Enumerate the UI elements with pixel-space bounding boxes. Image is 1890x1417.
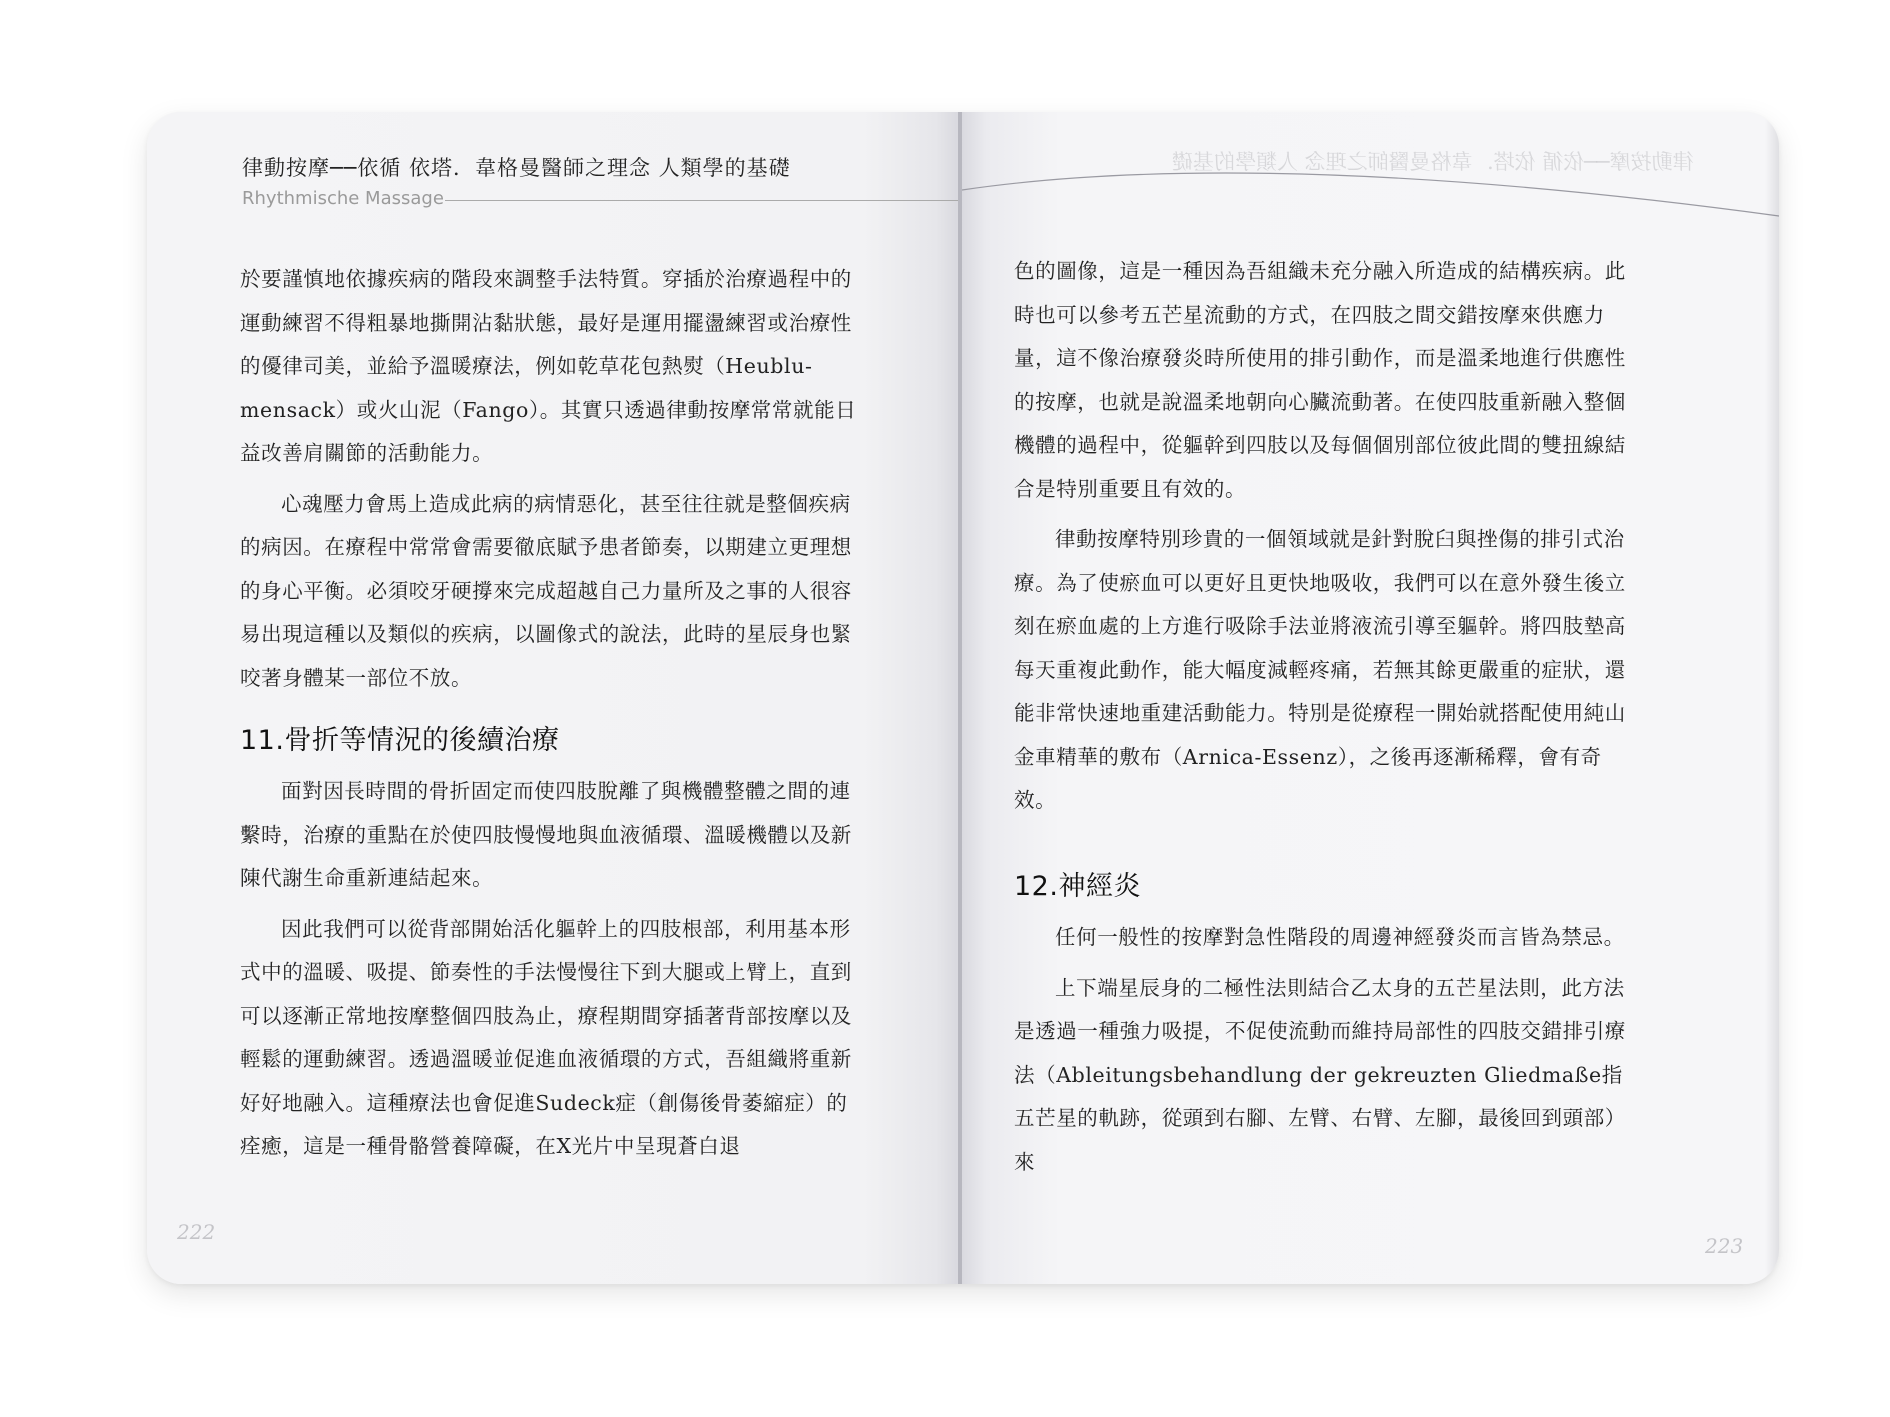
- running-header-subtitle: Rhythmische Massage: [242, 188, 444, 209]
- running-header-title: 律動按摩──依循 依塔．韋格曼醫師之理念 人類學的基礎: [242, 156, 791, 180]
- page-number: 222: [177, 1220, 216, 1244]
- section-heading: 11.骨折等情況的後續治療: [240, 725, 560, 756]
- right-text-block: [1014, 250, 1636, 823]
- header-rule: [445, 200, 960, 201]
- open-book: [147, 112, 1779, 1284]
- left-text-block: [240, 258, 862, 700]
- paragraph: 上下端星辰身的二極性法則結合乙太身的五芒星法則，此方法是透過一種強力吸提，不促使流動而維持局部性的四肢交錯排引療法（Ableitungsbehandlung der gekreuzten Gliedmaße指五芒星的軌跡，從頭到右腳、左臂、右臂、左腳，最後回到頭部）來: [1014, 975, 1626, 1174]
- paragraph: 律動按摩特別珍貴的一個領域就是針對脫臼與挫傷的排引式治療。為了使瘀血可以更好且更快地吸收，我們可以在意外發生後立刻在瘀血處的上方進行吸除手法並將液流引導至軀幹。將四肢墊高每天重複此動作，能大幅度減輕疼痛，若無其餘更嚴重的症狀，還能非常快速地重建活動能力。特別是從療程一開始就搭配使用純山金車精華的敷布（Arnica-Essenz），之後再逐漸稀釋，會有奇效。: [1014, 527, 1626, 812]
- right-page: [962, 112, 1779, 1284]
- section-heading: 12.神經炎: [1014, 871, 1141, 902]
- show-through-header: 律動按摩──依循 依塔．韋格曼醫師之理念 人類學的基礎: [1172, 150, 1694, 174]
- paragraph: 因此我們可以從背部開始活化軀幹上的四肢根部，利用基本形式中的溫暖、吸提、節奏性的手法慢慢往下到大腿或上臂上，直到可以逐漸正常地按摩整個四肢為止，療程期間穿插著背部按摩以及輕鬆的運動練習。透過溫暖並促進血液循環的方式，吾組織將重新好好地融入。這種療法也會促進Sudeck症（創傷後骨萎縮症）的痊癒，這是一種骨骼營養障礙，在X光片中呈現蒼白退: [240, 916, 852, 1158]
- left-section-text: [240, 770, 862, 1169]
- paragraph: 於要謹慎地依據疾病的階段來調整手法特質。穿插於治療過程中的運動練習不得粗暴地撕開沾黏狀態，最好是運用擺盪練習或治療性的優律司美，並給予溫暖療法，例如乾草花包熱熨（Heublu-mensack）或火山泥（Fango）。其實只透過律動按摩常常就能日益改善肩關節的活動能力。: [240, 267, 857, 465]
- page-edge-shadow: [1765, 112, 1779, 1284]
- paragraph: 任何一般性的按摩對急性階段的周邊神經發炎而言皆為禁忌。: [1055, 925, 1625, 949]
- right-section-text: [1014, 916, 1636, 1184]
- left-page: [147, 112, 960, 1284]
- paragraph: 面對因長時間的骨折固定而使四肢脫離了與機體整體之間的連繫時，治療的重點在於使四肢慢慢地與血液循環、溫暖機體以及新陳代謝生命重新連結起來。: [240, 779, 852, 890]
- page-number: 223: [1705, 1234, 1744, 1258]
- paragraph: 色的圖像，這是一種因為吾組織未充分融入所造成的結構疾病。此時也可以參考五芒星流動的方式，在四肢之間交錯按摩來供應力量，這不像治療發炎時所使用的排引動作，而是溫柔地進行供應性的按摩，也就是說溫柔地朝向心臟流動著。在使四肢重新融入整個機體的過程中，從軀幹到四肢以及每個個別部位彼此間的雙扭線結合是特別重要且有效的。: [1014, 259, 1626, 501]
- paragraph: 心魂壓力會馬上造成此病的病情惡化，甚至往往就是整個疾病的病因。在療程中常常會需要徹底賦予患者節奏，以期建立更理想的身心平衡。必須咬牙硬撐來完成超越自己力量所及之事的人很容易出現這種以及類似的疾病，以圖像式的說法，此時的星辰身也緊咬著身體某一部位不放。: [240, 491, 852, 690]
